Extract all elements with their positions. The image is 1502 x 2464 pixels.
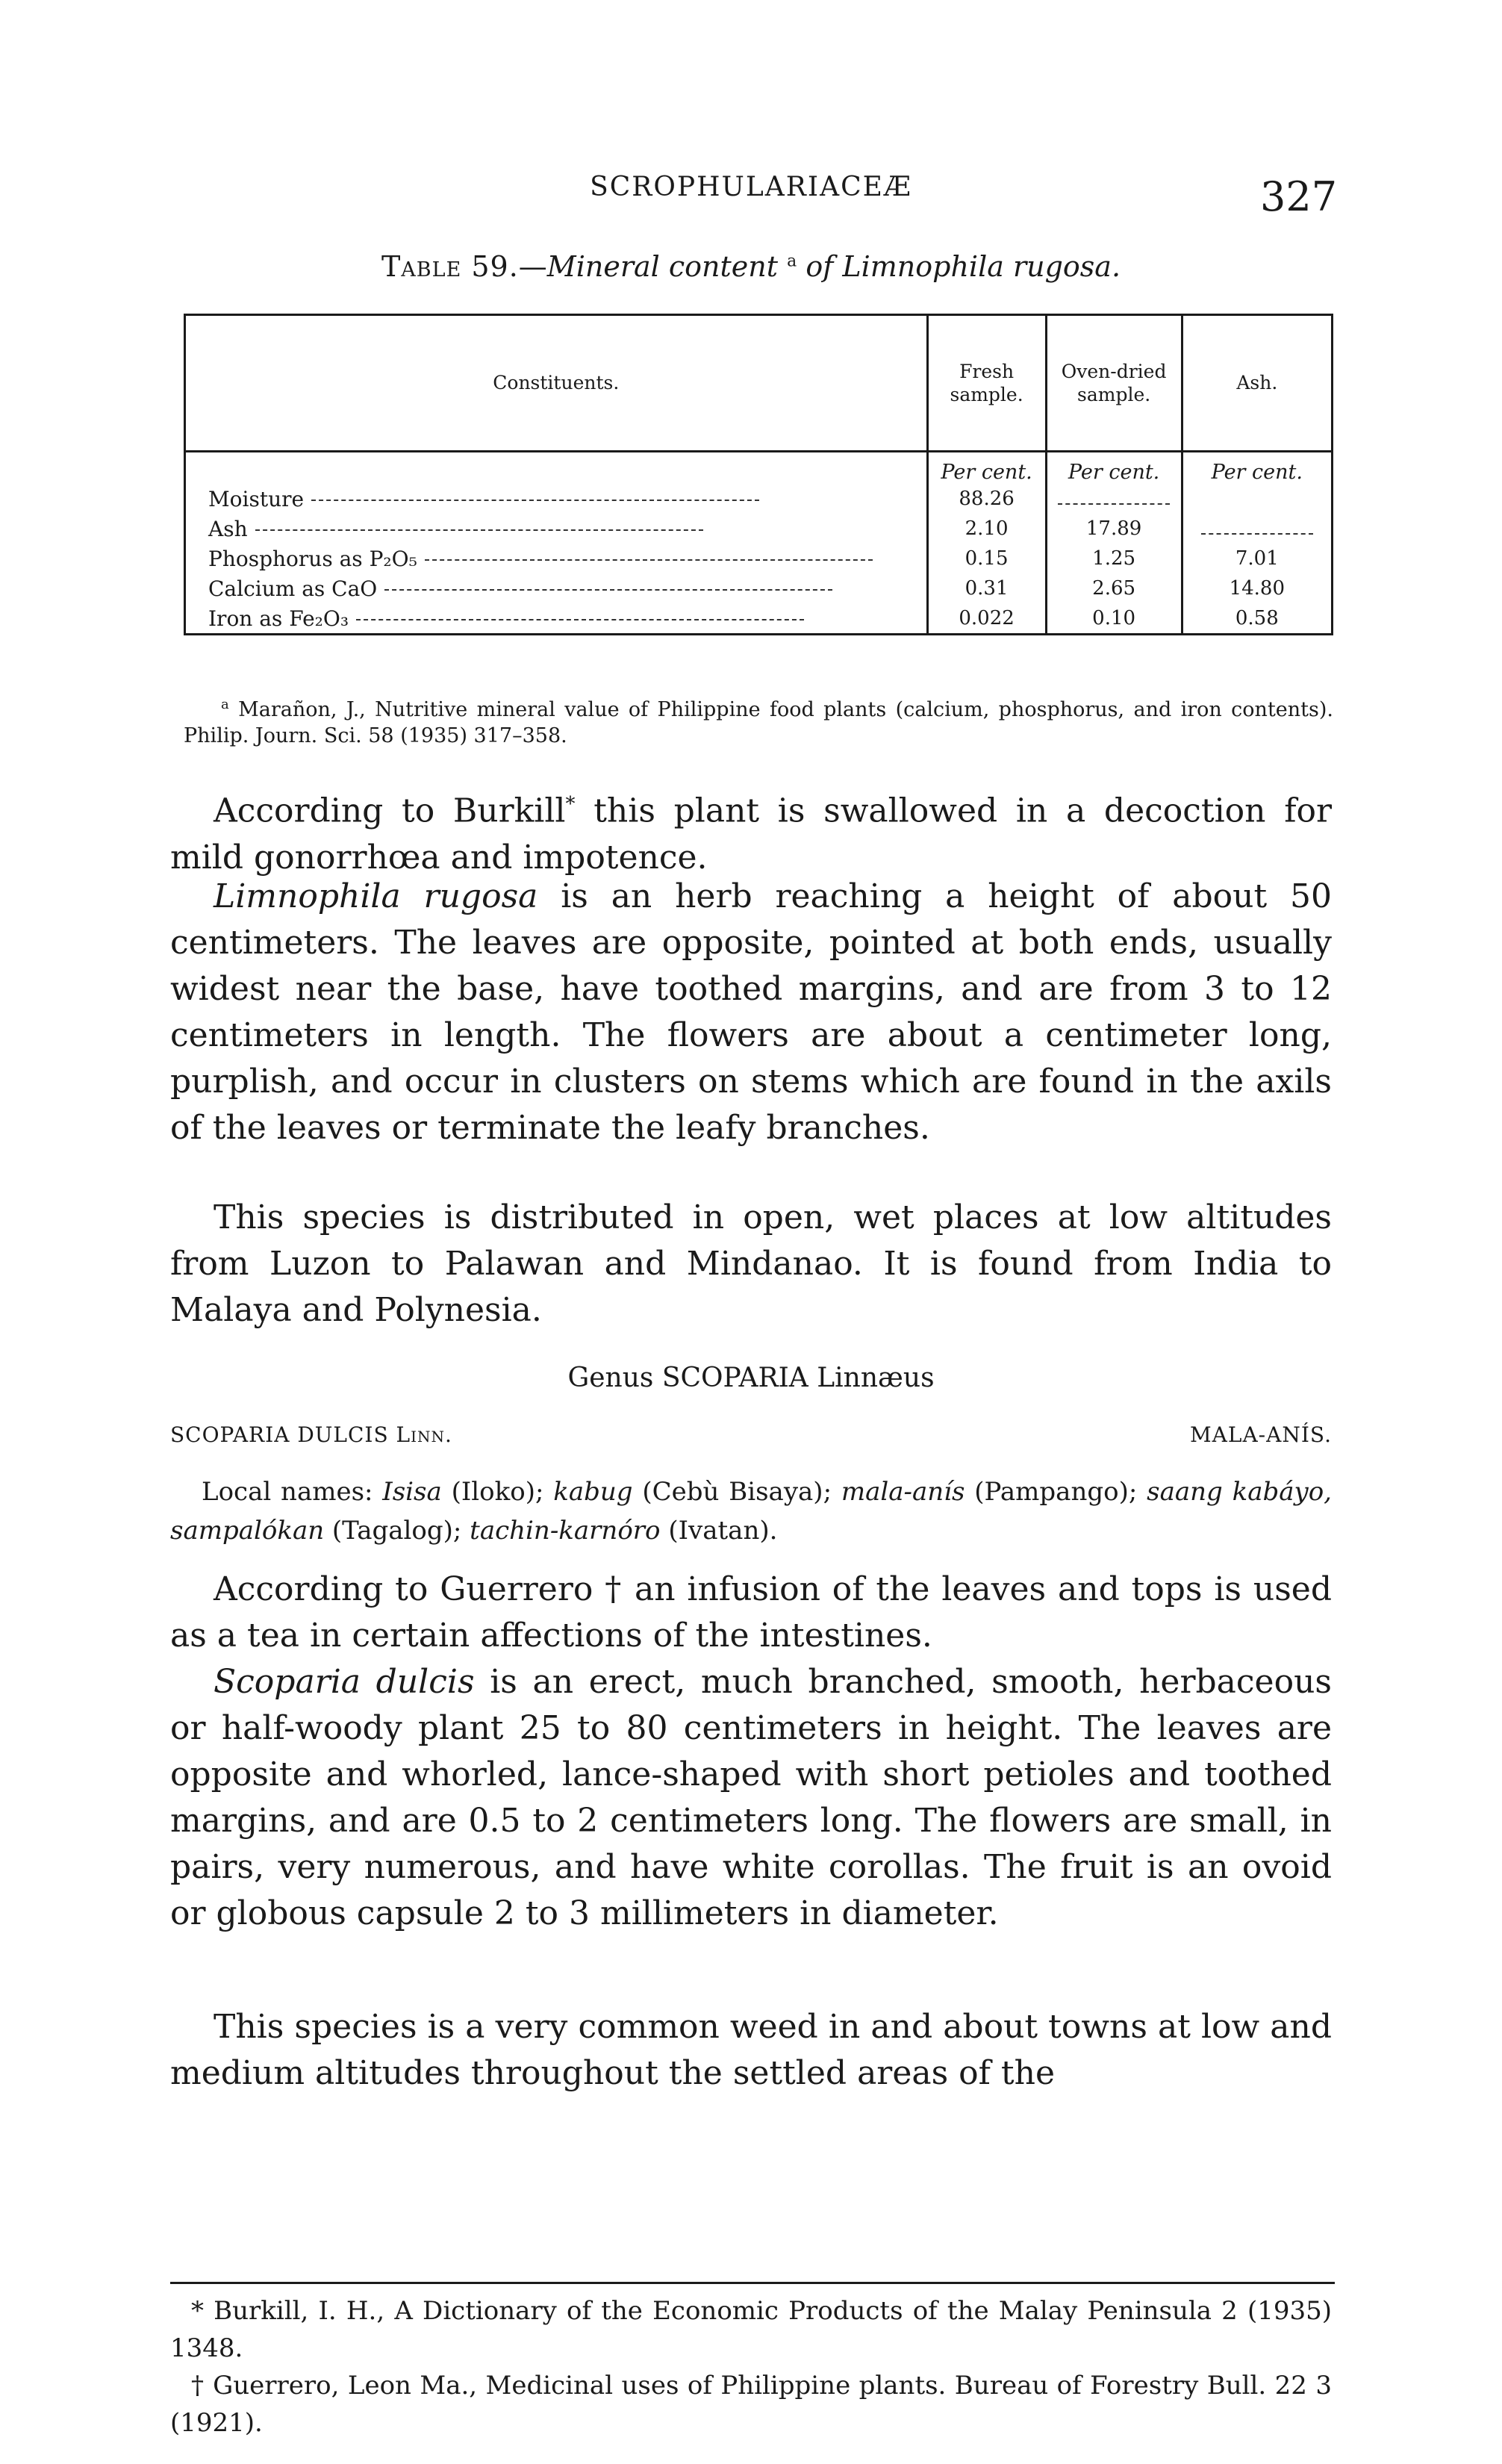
table-caption-title: Mineral content: [546, 250, 779, 283]
table-units-row: [185, 452, 1333, 485]
table-footnote-mark: a: [221, 697, 229, 712]
paragraph-scoparia-distribution: This species is a very common weed in and about towns at low and medium altitudes throughout the settled areas of the: [170, 2008, 1332, 2092]
cell-fresh: 0.31: [927, 573, 1046, 603]
table-row: [185, 544, 1333, 573]
header-fresh-sample: Fresh sample.: [927, 315, 1046, 452]
cell-ash: [1182, 484, 1332, 514]
page-number: 327: [1260, 173, 1338, 220]
cell-fresh: 0.15: [927, 544, 1046, 573]
cell-fresh: 0.022: [927, 603, 1046, 635]
table-footnote-text: Marañon, J., Nutritive mineral value of Philippine food plants (calcium, phosphorus, and iron contents). Philip. Journ. Sci. 58 (1935) 317–358.: [184, 698, 1333, 748]
cell-ash: 7.01: [1182, 544, 1332, 573]
table-row: [185, 484, 1333, 514]
cell-oven: 2.65: [1046, 573, 1182, 603]
genus-heading: Genus SCOPARIA Linnæus: [567, 1363, 935, 1393]
row-label: Iron as Fe₂O₃: [208, 606, 349, 631]
unit-fresh: Per cent.: [927, 452, 1046, 485]
row-label: Calcium as CaO: [208, 576, 378, 601]
table-caption-of: of: [797, 250, 843, 283]
table-header-row: [185, 315, 1333, 452]
cell-oven: 17.89: [1046, 514, 1182, 544]
table-row: [185, 573, 1333, 603]
dot-leader: [425, 559, 873, 561]
header-ash: Ash.: [1182, 315, 1332, 452]
paragraph-scoparia-description: Scoparia dulcis is an erect, much branched, smooth, herbaceous or half-woody plant 25 to 80 centimeters in height. The leaves are opposite and whorled, lance-shaped with short petioles and toothed margins, and are 0.5 to 2 centimeters long. The flowers are small, in pairs, very numerous, and have white corollas. The fruit is an ovoid or globous capsule 2 to 3 millimeters in diameter.: [170, 1663, 1332, 1932]
footnote-rule: [170, 2282, 1335, 2284]
cell-fresh: 88.26: [927, 484, 1046, 514]
footnote-ref-dagger: †: [605, 1570, 623, 1608]
unit-ash: Per cent.: [1182, 452, 1332, 485]
table-row: [185, 603, 1333, 635]
mineral-content-table: [184, 314, 1333, 635]
cell-oven: 0.10: [1046, 603, 1182, 635]
genus-name: SCOPARIA: [661, 1363, 808, 1393]
running-head: SCROPHULARIACEÆ: [590, 172, 912, 202]
row-label: Ash: [208, 516, 248, 541]
header-oven-dried-sample: Oven-dried sample.: [1046, 315, 1182, 452]
footnote: † Guerrero, Leon Ma., Medicinal uses of Philippine plants. Bureau of Forestry Bull. 22 3 (1921).: [170, 2371, 1332, 2438]
dot-leader: [255, 529, 703, 531]
paragraph-limnophila-description: Limnophila rugosa is an herb reaching a height of about 50 centimeters. The leaves are opposite, pointed at both ends, usually widest near the base, have toothed margins, and are from 3 to 12 centimeters in length. The flowers are about a centimeter long, purplish, and occur in clusters on stems which are found in the axils of the leaves or terminate the leafy branches.: [170, 877, 1332, 1147]
cell-oven: 1.25: [1046, 544, 1182, 573]
table-caption: [0, 250, 1502, 283]
cell-ash: 0.58: [1182, 603, 1332, 635]
paragraph-distribution: This species is distributed in open, wet places at low altitudes from Luzon to Palawan and Mindanao. It is found from India to Malaya and Polynesia.: [170, 1198, 1332, 1329]
species-heading: [170, 1422, 1332, 1447]
unit-oven: Per cent.: [1046, 452, 1182, 485]
table-caption-mark: a: [787, 252, 797, 271]
species-common-name: MALA-ANÍS.: [1189, 1422, 1332, 1447]
footnote-mark: *: [191, 2296, 204, 2326]
dot-leader: [384, 589, 832, 591]
footnote-ref-star: *: [565, 793, 576, 815]
species-name: Limnophila rugosa: [214, 877, 538, 915]
footnote-mark: †: [191, 2371, 205, 2401]
table-footnote: [184, 696, 1333, 749]
footnote: * Burkill, I. H., A Dictionary of the Economic Products of the Malay Peninsula 2 (1935) 1348.: [170, 2296, 1332, 2363]
cell-ash: 14.80: [1182, 573, 1332, 603]
cell-fresh: 2.10: [927, 514, 1046, 544]
table-caption-species: Limnophila rugosa.: [842, 250, 1121, 283]
dot-leader: [311, 500, 759, 501]
row-label: Phosphorus as P₂O₅: [208, 546, 417, 571]
paragraph-guerrero: According to Guerrero † an infusion of the leaves and tops is used as a tea in certain affections of the intestines.: [170, 1570, 1332, 1655]
dash-placeholder: [1058, 503, 1170, 505]
cell-ash: [1182, 514, 1332, 544]
paragraph-burkill: According to Burkill* this plant is swallowed in a decoction for mild gonorrhœa and impotence.: [170, 791, 1332, 877]
dash-placeholder: [1201, 533, 1313, 535]
table-caption-dash: —: [518, 250, 547, 283]
cell-oven: [1046, 484, 1182, 514]
header-constituents: Constituents.: [185, 315, 928, 452]
species-name: Scoparia dulcis: [214, 1663, 475, 1701]
local-names: Local names: Isisa (Iloko); kabug (Cebù Bisaya); mala-anís (Pampango); saang kabáyo, sampalókan (Tagalog); tachin-karnóro (Ivatan).: [170, 1477, 1332, 1546]
species-name: SCOPARIA DULCIS Linn.: [170, 1422, 452, 1447]
dot-leader: [356, 619, 804, 620]
table-row: [185, 514, 1333, 544]
row-label: Moisture: [208, 486, 305, 511]
table-caption-label: Table 59.: [381, 250, 519, 283]
